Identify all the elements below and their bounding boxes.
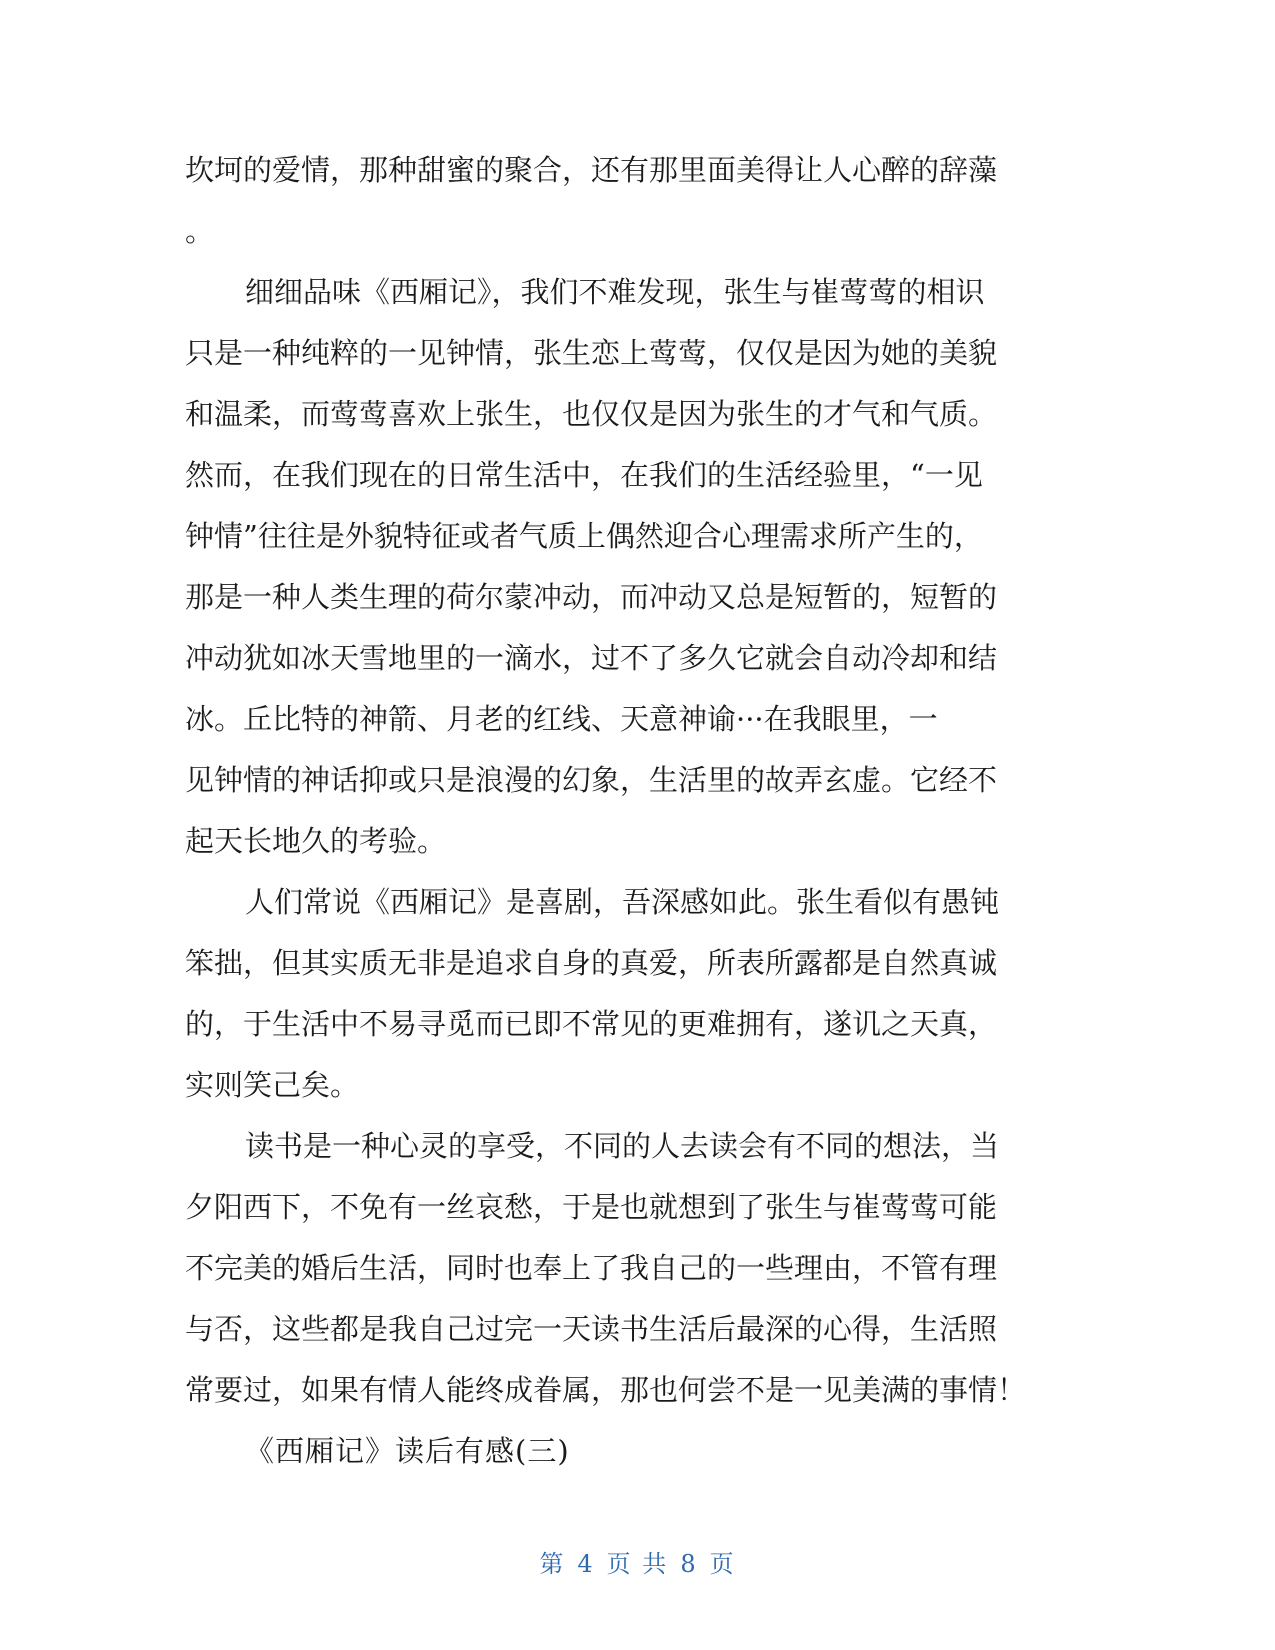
text-line: 实则笑己矣。 — [185, 1068, 360, 1102]
text-line: 见钟情的神话抑或只是浪漫的幻象，生活里的故弄玄虚。它经不 — [185, 763, 998, 797]
text-line: 夕阳西下，不免有一丝哀愁，于是也就想到了张生与崔莺莺可能 — [185, 1190, 998, 1224]
paragraph-first-line: 细细品味《西厢记》，我们不难发现，张生与崔莺莺的相识 — [245, 275, 985, 309]
text-line: 冰。丘比特的神箭、月老的红线、天意神谕···在我眼里，一 — [185, 702, 938, 736]
footer-prefix: 第 — [539, 1550, 566, 1578]
paragraph-first-line: 人们常说《西厢记》是喜剧，吾深感如此。张生看似有愚钝 — [245, 885, 1000, 919]
text-line: 然而，在我们现在的日常生活中，在我们的生活经验里，“一见 — [185, 458, 983, 492]
text-line: 与否，这些都是我自己过完一天读书生活后最深的心得，生活照 — [185, 1312, 998, 1346]
footer-middle: 页 共 — [606, 1550, 669, 1578]
current-page-number: 4 — [577, 1550, 595, 1578]
text-line: 。 — [185, 214, 215, 248]
text-line: 钟情”往往是外貌特征或者气质上偶然迎合心理需求所产生的， — [185, 519, 983, 553]
page-footer — [0, 1544, 1275, 1579]
total-pages-number: 8 — [680, 1550, 698, 1578]
text-line: 坎坷的爱情，那种甜蜜的聚合，还有那里面美得让人心醉的辞藻 — [185, 153, 998, 187]
footer-suffix: 页 — [709, 1550, 736, 1578]
paragraph-first-line: 读书是一种心灵的享受，不同的人去读会有不同的想法，当 — [245, 1129, 1000, 1163]
text-line: 那是一种人类生理的荷尔蒙冲动，而冲动又总是短暂的，短暂的 — [185, 580, 998, 614]
text-line: 冲动犹如冰天雪地里的一滴水，过不了多久它就会自动冷却和结 — [185, 641, 998, 675]
text-line: 笨拙，但其实质无非是追求自身的真爱，所表所露都是自然真诚 — [185, 946, 998, 980]
document-body — [185, 140, 1065, 1482]
text-line: 不完美的婚后生活，同时也奉上了我自己的一些理由，不管有理 — [185, 1251, 998, 1285]
text-line: 和温柔，而莺莺喜欢上张生，也仅仅是因为张生的才气和气质。 — [185, 397, 998, 431]
text-line: 只是一种纯粹的一见钟情，张生恋上莺莺，仅仅是因为她的美貌 — [185, 336, 998, 370]
text-line: 常要过，如果有情人能终成眷属，那也何尝不是一见美满的事情！ — [185, 1373, 1027, 1407]
text-line: 的，于生活中不易寻觅而已即不常见的更难拥有，遂讥之天真， — [185, 1007, 998, 1041]
section-heading: 《西厢记》读后有感(三) — [245, 1434, 570, 1468]
text-line: 起天长地久的考验。 — [185, 824, 447, 858]
